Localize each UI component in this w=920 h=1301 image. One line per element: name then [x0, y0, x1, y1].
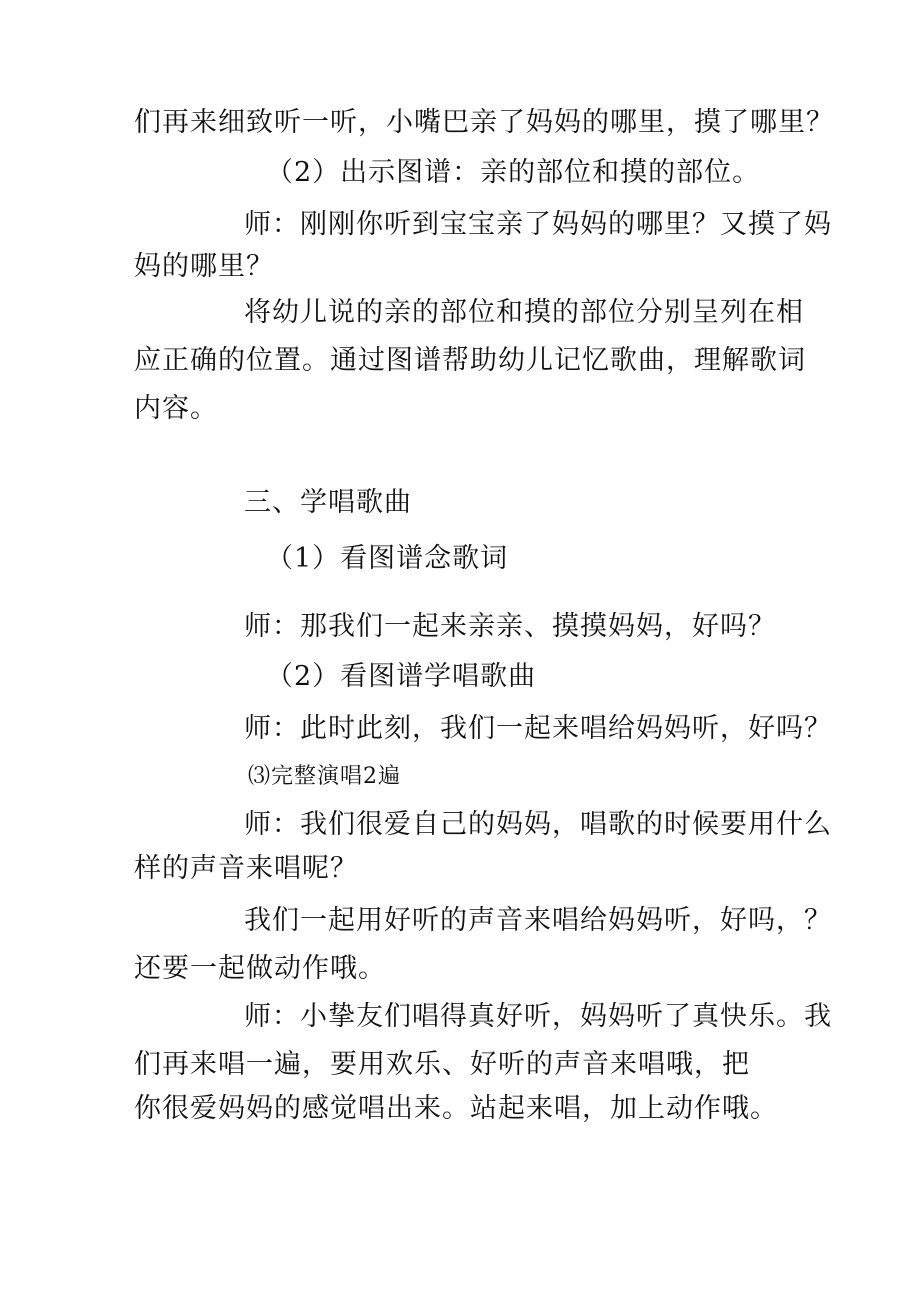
paragraph-line: 还要一起做动作哦。 — [134, 953, 386, 984]
paragraph-line: 内容。 — [134, 393, 218, 424]
subheading-line: （1）看图谱念歌词 — [266, 543, 509, 574]
subheading-line: （2）看图谱学唱歌曲 — [266, 661, 537, 692]
paragraph-line: 师：小挚友们唱得真好听，妈妈听了真快乐。我 — [244, 1001, 832, 1032]
subheading-line: ⑶完整演唱2遍 — [248, 764, 401, 789]
paragraph-line: 你很爱妈妈的感觉唱出来。站起来唱，加上动作哦。 — [134, 1093, 778, 1124]
paragraph-line: 们再来唱一遍，要用欢乐、好听的声音来唱哦，把 — [134, 1049, 750, 1080]
paragraph-line: 师：此时此刻，我们一起来唱给妈妈听，好吗？ — [244, 713, 832, 744]
paragraph-line: 我们一起用好听的声音来唱给妈妈听，好吗，？ — [244, 905, 832, 936]
subheading-line: （2）出示图谱：亲的部位和摸的部位。 — [266, 157, 761, 188]
paragraph-line: 师：我们很爱自己的妈妈，唱歌的时候要用什么 — [244, 809, 832, 840]
paragraph-line: 样的声音来唱呢？ — [134, 853, 358, 884]
paragraph-line: 妈的哪里？ — [134, 251, 274, 282]
paragraph-line: 将幼儿说的亲的部位和摸的部位分别呈列在相 — [244, 297, 804, 328]
paragraph-line: 们再来细致听一听，小嘴巴亲了妈妈的哪里，摸了哪里？ — [134, 107, 834, 138]
paragraph-line: 应正确的位置。通过图谱帮助幼儿记忆歌曲，理解歌词 — [134, 345, 806, 376]
paragraph-line: 师：刚刚你听到宝宝亲了妈妈的哪里？又摸了妈 — [244, 209, 832, 240]
paragraph-line: 师：那我们一起来亲亲、摸摸妈妈，好吗？ — [244, 611, 776, 642]
section-heading: 三、学唱歌曲 — [244, 487, 412, 518]
